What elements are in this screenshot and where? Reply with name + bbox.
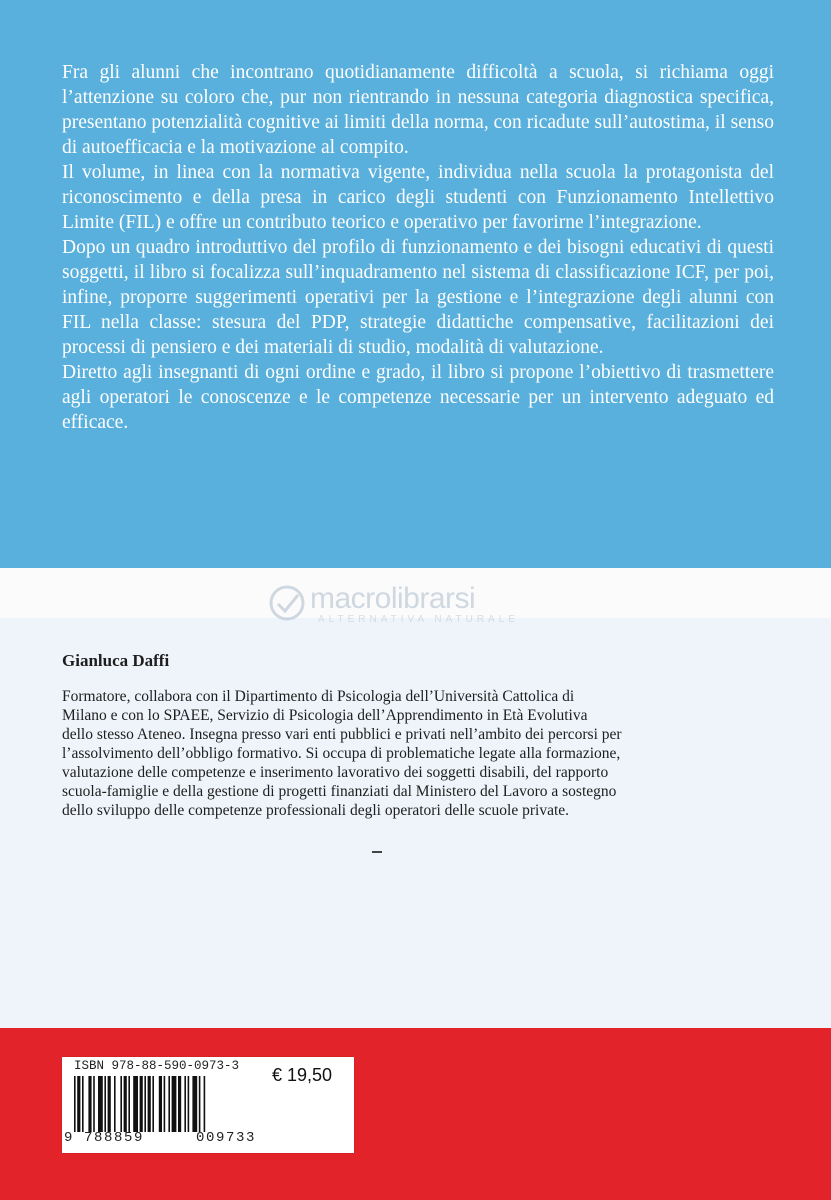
barcode-bar (77, 1076, 80, 1132)
barcode-bar (120, 1076, 122, 1132)
barcode-bar (188, 1076, 190, 1132)
barcode-bar (108, 1076, 111, 1132)
barcode-bar (159, 1076, 162, 1132)
barcode-bar (74, 1076, 76, 1132)
price-tag: € 19,50 (272, 1065, 333, 1085)
barcode-bar (164, 1076, 166, 1132)
barcode-bars (74, 1076, 264, 1132)
barcode-digit-group: 788859 (84, 1130, 145, 1146)
barcode-digit-group: 009733 (196, 1130, 257, 1146)
print-mark (372, 851, 382, 853)
watermark (268, 582, 578, 626)
barcode-bar (114, 1076, 116, 1132)
barcode-bar (133, 1076, 138, 1132)
barcode-bar (140, 1076, 143, 1132)
blurb-paragraph: Diretto agli insegnanti di ogni ordine e grado, il libro si propone l’obiettivo di trasmettere agli operatori le conoscenze e le competenze necessarie per un intervento adeguato ed efficace. (62, 362, 774, 433)
blurb-paragraph: Fra gli alunni che incontrano quotidianamente difficoltà a scuola, si richiama oggi l’attenzione su coloro che, pur non rientrando in nessuna categoria diagnostica specifica, presentano potenzialità cognitive ai limiti della norma, con ricadute sull’autostima, il senso di autoefficacia e la motivazione al compito. (62, 62, 774, 158)
barcode-bar (144, 1076, 146, 1132)
watermark-tagline: ALTERNATIVA NATURALE (318, 614, 519, 625)
barcode-bar (128, 1076, 130, 1132)
barcode-bar (172, 1076, 177, 1132)
barcode-bar (93, 1076, 95, 1132)
leaf-check-icon (268, 584, 306, 622)
barcode-bar (168, 1076, 170, 1132)
barcode-bar (178, 1076, 181, 1132)
barcode-bar (192, 1076, 197, 1132)
barcode-bar (82, 1076, 84, 1132)
barcode-bar (204, 1076, 206, 1132)
barcode-bar (152, 1076, 154, 1132)
barcode-lead-digit: 9 (64, 1130, 73, 1146)
barcode-bar (98, 1076, 103, 1132)
author-name: Gianluca Daffi (62, 651, 170, 670)
barcode-bar (199, 1076, 201, 1132)
barcode-bar (88, 1076, 91, 1132)
book-blurb (62, 60, 774, 435)
barcode-bar (148, 1076, 151, 1132)
watermark-brand: macrolibrarsi (310, 582, 476, 615)
blurb-paragraph: Il volume, in linea con la normativa vigente, individua nella scuola la protagonista del riconoscimento e della presa in carico degli studenti con Funzionamento Intellettivo Limite (FIL) e offre un contributo teorico e operativo per favorirne l’integrazione. (62, 162, 774, 233)
barcode-bar (124, 1076, 127, 1132)
author-panel-background (0, 618, 831, 1028)
barcode-bar (184, 1076, 186, 1132)
isbn-text: ISBN 978-88-590-0973-3 (74, 1059, 240, 1073)
blurb-paragraph: Dopo un quadro introduttivo del profilo di funzionamento e dei bisogni educativi di questi soggetti, il libro si focalizza sull’inquadramento nel sistema di classificazione ICF, per poi, infine, proporre suggerimenti operativi per la gestione e l’integrazione degli alunni con FIL nella classe: stesura del PDP, strategie didattiche compensative, facilitazioni dei processi di pensiero e dei materiali di studio, modalità di valutazione. (62, 237, 774, 358)
author-bio: Formatore, collabora con il Dipartimento di Psicologia dell’Università Cattolica di Milano e con lo SPAEE, Servizio di Psicologia dell’Apprendimento in Età Evolutiva dello stesso Ateneo. Insegna presso vari enti pubblici e privati nell’ambito dei percorsi per l’assolvimento dell’obbligo formativo. Si occupa di problematiche legate alla formazione, valutazione delle competenze e inserimento lavorativo dei soggetti disabili, del rapporto scuola-famiglie e della gestione di progetti finanziati dal Ministero del Lavoro a sostegno dello sviluppo delle competenze professionali degli operatori delle scuole private. (62, 688, 622, 819)
barcode-bar (104, 1076, 106, 1132)
